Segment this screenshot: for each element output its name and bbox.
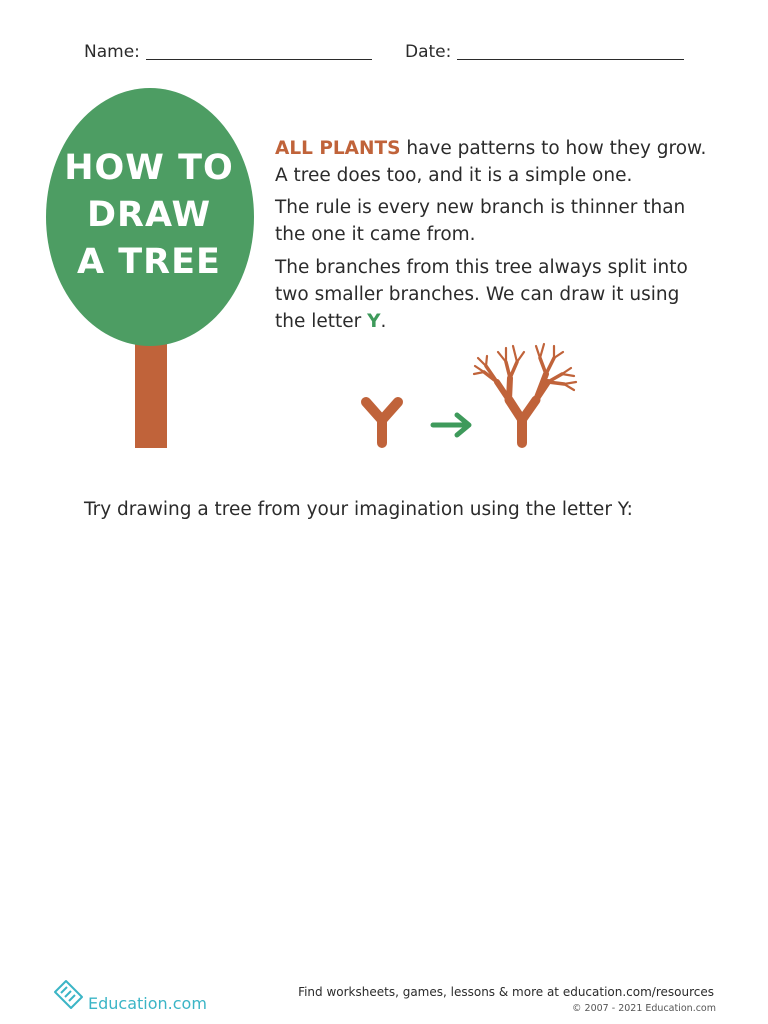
intro-paragraph-1-text: have patterns to how they grow. A tree does too, and it is a simple one. bbox=[275, 138, 707, 186]
title-line-2: DRAW bbox=[86, 195, 212, 235]
drawing-prompt: Try drawing a tree from your imagination using the letter Y: bbox=[84, 499, 633, 520]
intro-paragraph-2: The rule is every new branch is thinner than the one it came from. bbox=[275, 197, 686, 245]
arrow-right-icon bbox=[433, 415, 469, 435]
title-line-1: HOW TO bbox=[64, 148, 234, 188]
education-logo-icon[interactable] bbox=[52, 978, 86, 1012]
education-brand-name[interactable]: Education.com bbox=[88, 994, 207, 1013]
tree-trunk bbox=[135, 338, 167, 448]
footer-copyright: © 2007 - 2021 Education.com bbox=[572, 1003, 716, 1014]
intro-paragraph-3-text: The branches from this tree always split into two smaller branches. We can draw it using the letter bbox=[275, 257, 688, 332]
branching-tree-icon bbox=[474, 344, 576, 443]
footer-tagline[interactable]: Find worksheets, games, lessons & more at education.com/resources bbox=[298, 985, 714, 999]
intro-paragraph-3 bbox=[275, 254, 715, 335]
y-branch-diagram bbox=[350, 330, 610, 455]
date-line[interactable] bbox=[457, 59, 684, 60]
intro-paragraph-3-end: . bbox=[380, 311, 387, 332]
intro-paragraph-1 bbox=[275, 135, 715, 189]
title-line-3: A TREE bbox=[77, 242, 221, 282]
all-plants-highlight: ALL PLANTS bbox=[275, 138, 401, 159]
date-label: Date: bbox=[405, 42, 452, 62]
small-y-letter bbox=[366, 402, 398, 443]
letter-y-highlight: Y bbox=[367, 311, 381, 332]
name-label: Name: bbox=[84, 42, 140, 62]
name-line[interactable] bbox=[146, 59, 372, 60]
